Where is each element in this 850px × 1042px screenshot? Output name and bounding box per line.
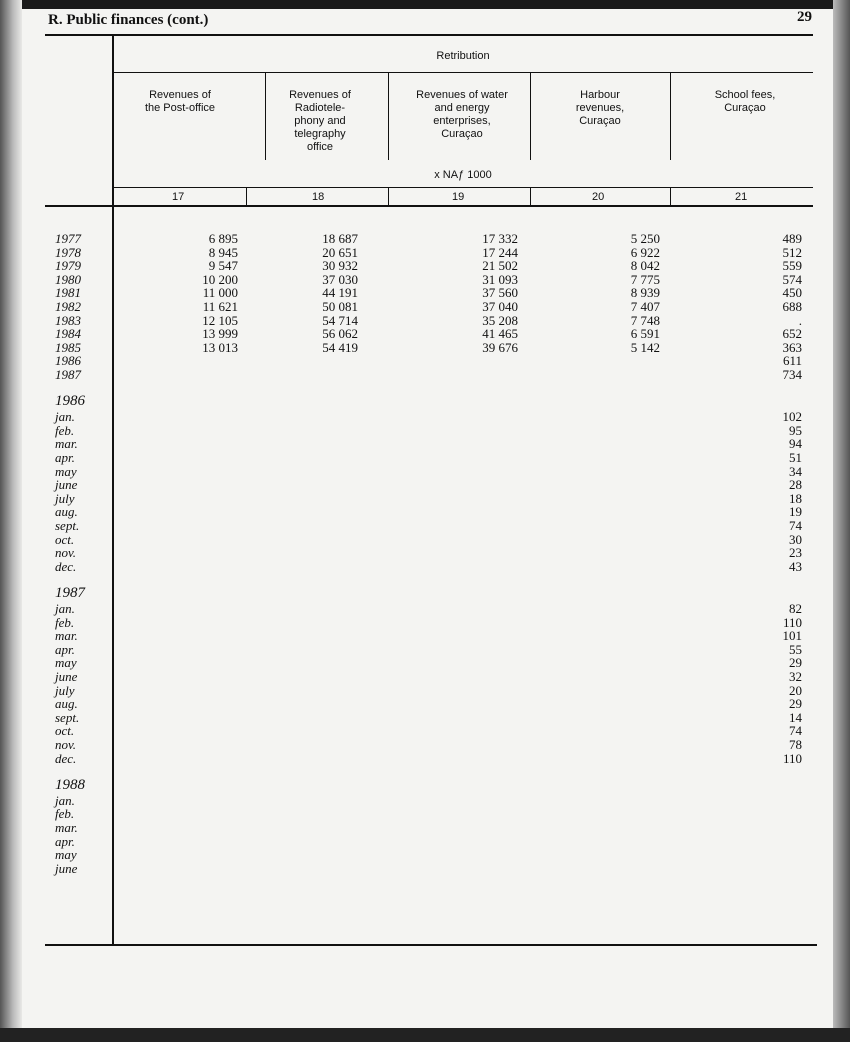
row-label: dec. — [55, 750, 77, 766]
table-row — [0, 478, 830, 491]
cell-value: 82 — [789, 601, 802, 616]
row-label: nov. — [55, 545, 77, 561]
table-row — [0, 546, 830, 559]
table-row — [0, 776, 830, 793]
row-label: 1978 — [55, 244, 81, 260]
cell-value: 110 — [782, 614, 802, 630]
row-label: 1985 — [55, 339, 81, 355]
row-label: sept. — [55, 709, 80, 725]
scan-edge-bottom — [0, 1028, 850, 1042]
table-row — [0, 616, 830, 629]
cell-value: 18 — [789, 490, 802, 506]
cell-value: 611 — [782, 353, 802, 369]
col-divider — [670, 73, 671, 160]
row-label: apr. — [55, 833, 75, 849]
unit-rule — [113, 187, 813, 188]
cell-value: 110 — [782, 750, 802, 766]
cell-value: 20 651 — [322, 244, 358, 260]
cell-value: 11 000 — [202, 285, 238, 301]
unit-label: x NAƒ 1000 — [434, 169, 492, 181]
table-row — [0, 643, 830, 656]
cell-value: 74 — [789, 723, 802, 739]
cell-value: 7 407 — [630, 299, 660, 314]
cell-value: 6 591 — [630, 326, 660, 342]
row-label: nov. — [55, 737, 77, 752]
table-row — [0, 519, 830, 532]
cell-value: 489 — [782, 231, 802, 246]
cell-value: 14 — [789, 709, 802, 725]
cell-value: 101 — [782, 628, 802, 644]
cell-value: 652 — [782, 326, 802, 342]
table-row — [0, 410, 830, 423]
bottom-rule — [45, 944, 817, 946]
group-rule — [113, 72, 813, 73]
cell-value: 574 — [782, 271, 802, 287]
row-label: apr. — [55, 450, 75, 465]
row-label: mar. — [55, 436, 78, 452]
table-row — [0, 738, 830, 751]
cell-value: 29 — [789, 655, 802, 671]
cell-value: 56 062 — [322, 326, 358, 342]
table-row — [0, 848, 830, 861]
row-label: 1977 — [55, 231, 81, 246]
cell-value: 28 — [789, 477, 802, 493]
cell-value: 11 621 — [202, 299, 238, 314]
row-label: june — [55, 860, 78, 876]
cell-value: 37 030 — [322, 271, 358, 287]
table-row — [0, 341, 830, 354]
group-header: Retribution — [436, 50, 490, 62]
table-row — [0, 724, 830, 737]
table-row — [0, 273, 830, 286]
col-divider — [530, 73, 531, 160]
cell-value: 5 250 — [630, 231, 660, 246]
column-number: 17 — [172, 191, 185, 203]
scan-edge-right — [833, 0, 850, 1042]
col-divider — [670, 188, 671, 205]
cell-value: 29 — [789, 696, 802, 712]
col-divider — [530, 188, 531, 205]
row-label: oct. — [55, 531, 75, 547]
table-row — [0, 807, 830, 820]
cell-value: 21 502 — [482, 258, 518, 274]
cell-value: 37 040 — [482, 299, 518, 314]
table-row — [0, 424, 830, 437]
row-label: 1981 — [55, 285, 81, 301]
table-row — [0, 656, 830, 669]
cell-value: 95 — [789, 422, 802, 438]
row-label: dec. — [55, 558, 77, 574]
table-row — [0, 684, 830, 697]
cell-value: 43 — [789, 558, 802, 574]
cell-value: 31 093 — [482, 271, 518, 287]
top-rule — [45, 34, 813, 36]
row-label: 1986 — [55, 353, 81, 369]
cell-value: 559 — [782, 258, 802, 274]
cell-value: 41 465 — [482, 326, 518, 342]
table-row — [0, 437, 830, 450]
table-row — [0, 395, 830, 408]
row-label: may — [55, 847, 77, 863]
row-label: feb. — [55, 422, 75, 438]
table-row — [0, 560, 830, 573]
row-label: july — [55, 682, 75, 698]
cell-value: 39 676 — [482, 339, 518, 355]
cell-value: 8 939 — [630, 285, 660, 301]
table-row — [0, 300, 830, 313]
row-label: may — [55, 655, 77, 671]
table-row — [0, 246, 830, 259]
table-row — [0, 286, 830, 299]
table-row — [0, 314, 830, 327]
page-number: 29 — [797, 9, 812, 25]
cell-value: 50 081 — [322, 299, 358, 314]
row-label: 1984 — [55, 326, 81, 342]
cell-value: 32 — [789, 669, 802, 684]
row-label: 1979 — [55, 258, 81, 274]
table-row — [0, 697, 830, 710]
column-header: Revenues of Radiotele-phony and telegraphy office — [289, 89, 351, 153]
cell-value: 8 945 — [208, 244, 238, 260]
scan-edge-top — [0, 0, 850, 9]
row-label: 1983 — [55, 312, 81, 328]
row-label: june — [55, 669, 78, 684]
row-label: aug. — [55, 696, 78, 712]
cell-value: 688 — [782, 299, 802, 314]
col-divider — [388, 188, 389, 205]
row-label: apr. — [55, 641, 75, 657]
table-row — [0, 629, 830, 642]
cell-value: 94 — [789, 436, 802, 452]
row-label: 1986 — [55, 393, 85, 410]
table-row — [0, 670, 830, 683]
table-row — [0, 711, 830, 724]
row-label: july — [55, 490, 75, 506]
row-label: feb. — [55, 806, 75, 822]
table-row — [0, 587, 830, 600]
table-row — [0, 505, 830, 518]
row-label: 1982 — [55, 299, 81, 314]
column-header: Revenues of water and energy enterprises, Curaçao — [416, 89, 508, 140]
cell-value: 54 714 — [322, 312, 358, 328]
cell-value: 8 042 — [630, 258, 660, 274]
cell-value: 10 200 — [202, 271, 238, 287]
col-divider — [246, 188, 247, 205]
row-label: 1988 — [55, 776, 85, 793]
row-label: jan. — [55, 409, 75, 425]
row-label: 1987 — [55, 585, 85, 601]
cell-value: 35 208 — [482, 312, 518, 328]
cell-value: 6 895 — [208, 231, 238, 246]
table-row — [0, 821, 830, 834]
page-title: R. Public finances (cont.) — [48, 12, 209, 28]
row-label: sept. — [55, 518, 80, 533]
cell-value: 12 105 — [202, 312, 238, 328]
cell-value: 17 332 — [482, 231, 518, 246]
row-label: jan. — [55, 792, 75, 808]
row-label: oct. — [55, 723, 75, 739]
table-row — [0, 327, 830, 340]
column-number: 21 — [735, 191, 748, 203]
cell-value: 44 191 — [322, 285, 358, 301]
cell-value: 512 — [782, 244, 802, 260]
table-row — [0, 752, 830, 765]
column-header: School fees, Curaçao — [714, 89, 776, 114]
cell-value: . — [798, 312, 802, 328]
cell-value: 51 — [789, 450, 802, 465]
cell-value: 13 013 — [202, 339, 238, 355]
cell-value: 34 — [789, 463, 802, 479]
header-bottom-rule — [45, 205, 813, 207]
table-row — [0, 232, 830, 245]
table-row — [0, 862, 830, 875]
cell-value: 18 687 — [322, 231, 358, 246]
row-label: 1980 — [55, 271, 81, 287]
row-label: june — [55, 477, 78, 493]
cell-value: 30 — [789, 531, 802, 547]
cell-value: 78 — [789, 737, 802, 752]
row-label: 1987 — [55, 367, 81, 382]
cell-value: 54 419 — [322, 339, 358, 355]
table-row — [0, 533, 830, 546]
table-row — [0, 451, 830, 464]
cell-value: 6 922 — [630, 244, 660, 260]
cell-value: 7 748 — [630, 312, 660, 328]
column-header: Harbour revenues, Curaçao — [575, 89, 625, 127]
col-divider — [388, 73, 389, 160]
row-label: jan. — [55, 601, 75, 616]
cell-value: 450 — [782, 285, 802, 301]
column-number: 20 — [592, 191, 605, 203]
cell-value: 17 244 — [482, 244, 518, 260]
column-number: 18 — [312, 191, 325, 203]
cell-value: 734 — [782, 367, 802, 382]
table-row — [0, 259, 830, 272]
row-label: feb. — [55, 614, 75, 630]
cell-value: 20 — [789, 682, 802, 698]
cell-value: 13 999 — [202, 326, 238, 342]
col-divider — [265, 73, 266, 160]
table-row — [0, 835, 830, 848]
table-row — [0, 354, 830, 367]
cell-value: 55 — [789, 641, 802, 657]
row-label: mar. — [55, 628, 78, 644]
table-row — [0, 794, 830, 807]
cell-value: 37 560 — [482, 285, 518, 301]
cell-value: 74 — [789, 518, 802, 533]
table-row — [0, 368, 830, 381]
cell-value: 5 142 — [630, 339, 660, 355]
column-number: 19 — [452, 191, 465, 203]
cell-value: 9 547 — [208, 258, 238, 274]
cell-value: 23 — [789, 545, 802, 561]
row-label: mar. — [55, 820, 78, 835]
row-label: may — [55, 463, 77, 479]
cell-value: 102 — [782, 409, 802, 425]
table-row — [0, 465, 830, 478]
cell-value: 30 932 — [322, 258, 358, 274]
table-row — [0, 492, 830, 505]
cell-value: 19 — [789, 504, 802, 520]
row-label: aug. — [55, 504, 78, 520]
cell-value: 363 — [782, 339, 802, 355]
column-header: Revenues of the Post-office — [144, 89, 216, 114]
cell-value: 7 775 — [630, 271, 660, 287]
table-row — [0, 602, 830, 615]
